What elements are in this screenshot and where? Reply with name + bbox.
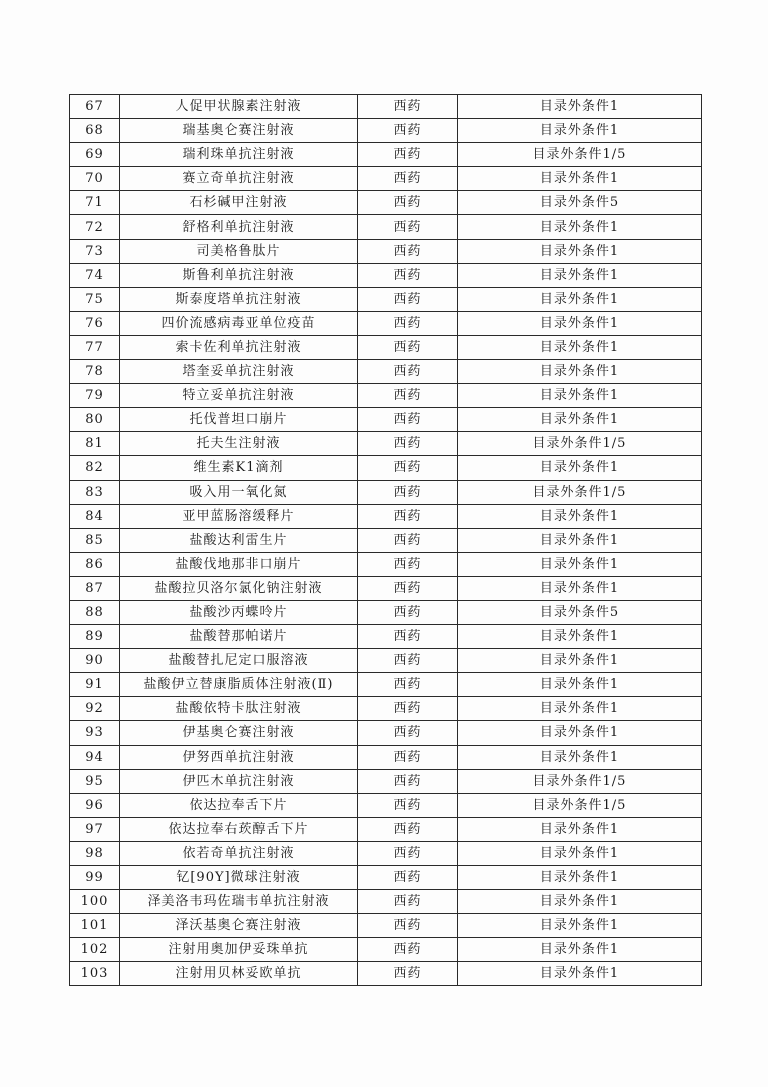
drug-type-cell: 西药 bbox=[358, 432, 458, 456]
table-row bbox=[70, 673, 702, 697]
drug-type-cell: 西药 bbox=[358, 962, 458, 986]
drug-name-cell: 伊基奥仑赛注射液 bbox=[120, 721, 358, 745]
table-row bbox=[70, 95, 702, 119]
condition-cell: 目录外条件1 bbox=[458, 552, 702, 576]
table-row bbox=[70, 914, 702, 938]
condition-cell: 目录外条件1 bbox=[458, 649, 702, 673]
drug-type-cell: 西药 bbox=[358, 167, 458, 191]
row-number-cell: 75 bbox=[70, 287, 120, 311]
drug-name-cell: 盐酸依特卡肽注射液 bbox=[120, 697, 358, 721]
condition-cell: 目录外条件1/5 bbox=[458, 432, 702, 456]
row-number-cell: 74 bbox=[70, 263, 120, 287]
table-row bbox=[70, 504, 702, 528]
table-row bbox=[70, 239, 702, 263]
drug-name-cell: 盐酸替那帕诺片 bbox=[120, 625, 358, 649]
row-number-cell: 96 bbox=[70, 793, 120, 817]
drug-type-cell: 西药 bbox=[358, 239, 458, 263]
drug-type-cell: 西药 bbox=[358, 311, 458, 335]
table-row bbox=[70, 384, 702, 408]
condition-cell: 目录外条件1 bbox=[458, 239, 702, 263]
drug-name-cell: 人促甲状腺素注射液 bbox=[120, 95, 358, 119]
condition-cell: 目录外条件1 bbox=[458, 384, 702, 408]
drug-type-cell: 西药 bbox=[358, 793, 458, 817]
row-number-cell: 103 bbox=[70, 962, 120, 986]
row-number-cell: 68 bbox=[70, 119, 120, 143]
drug-type-cell: 西药 bbox=[358, 215, 458, 239]
condition-cell: 目录外条件1 bbox=[458, 335, 702, 359]
table-row bbox=[70, 215, 702, 239]
table-row bbox=[70, 938, 702, 962]
table-row bbox=[70, 311, 702, 335]
drug-type-cell: 西药 bbox=[358, 552, 458, 576]
drug-name-cell: 瑞基奥仑赛注射液 bbox=[120, 119, 358, 143]
table-row bbox=[70, 432, 702, 456]
table-row bbox=[70, 697, 702, 721]
condition-cell: 目录外条件1 bbox=[458, 625, 702, 649]
drug-name-cell: 盐酸沙丙蝶呤片 bbox=[120, 600, 358, 624]
condition-cell: 目录外条件1 bbox=[458, 215, 702, 239]
drug-name-cell: 依若奇单抗注射液 bbox=[120, 841, 358, 865]
row-number-cell: 85 bbox=[70, 528, 120, 552]
drug-name-cell: 瑞利珠单抗注射液 bbox=[120, 143, 358, 167]
condition-cell: 目录外条件1 bbox=[458, 938, 702, 962]
drug-name-cell: 注射用贝林妥欧单抗 bbox=[120, 962, 358, 986]
row-number-cell: 99 bbox=[70, 866, 120, 890]
condition-cell: 目录外条件1/5 bbox=[458, 143, 702, 167]
row-number-cell: 81 bbox=[70, 432, 120, 456]
drug-name-cell: 泽沃基奥仑赛注射液 bbox=[120, 914, 358, 938]
table-row bbox=[70, 480, 702, 504]
table-row bbox=[70, 119, 702, 143]
condition-cell: 目录外条件1 bbox=[458, 287, 702, 311]
row-number-cell: 86 bbox=[70, 552, 120, 576]
row-number-cell: 98 bbox=[70, 841, 120, 865]
row-number-cell: 83 bbox=[70, 480, 120, 504]
table-row bbox=[70, 143, 702, 167]
condition-cell: 目录外条件1 bbox=[458, 167, 702, 191]
row-number-cell: 69 bbox=[70, 143, 120, 167]
row-number-cell: 88 bbox=[70, 600, 120, 624]
drug-type-cell: 西药 bbox=[358, 649, 458, 673]
drug-name-cell: 盐酸伊立替康脂质体注射液(Ⅱ) bbox=[120, 673, 358, 697]
condition-cell: 目录外条件1 bbox=[458, 841, 702, 865]
table-row bbox=[70, 191, 702, 215]
drug-type-cell: 西药 bbox=[358, 625, 458, 649]
drug-name-cell: 亚甲蓝肠溶缓释片 bbox=[120, 504, 358, 528]
condition-cell: 目录外条件1 bbox=[458, 721, 702, 745]
row-number-cell: 78 bbox=[70, 360, 120, 384]
drug-type-cell: 西药 bbox=[358, 673, 458, 697]
drug-type-cell: 西药 bbox=[358, 600, 458, 624]
drug-type-cell: 西药 bbox=[358, 914, 458, 938]
row-number-cell: 80 bbox=[70, 408, 120, 432]
row-number-cell: 89 bbox=[70, 625, 120, 649]
row-number-cell: 79 bbox=[70, 384, 120, 408]
drug-name-cell: 伊匹木单抗注射液 bbox=[120, 769, 358, 793]
drug-type-cell: 西药 bbox=[358, 384, 458, 408]
condition-cell: 目录外条件1 bbox=[458, 408, 702, 432]
table-row bbox=[70, 866, 702, 890]
drug-name-cell: 钇[90Y]微球注射液 bbox=[120, 866, 358, 890]
table-row bbox=[70, 769, 702, 793]
drug-name-cell: 盐酸达利雷生片 bbox=[120, 528, 358, 552]
drug-name-cell: 盐酸伐地那非口崩片 bbox=[120, 552, 358, 576]
drug-name-cell: 托夫生注射液 bbox=[120, 432, 358, 456]
table-row bbox=[70, 841, 702, 865]
drug-type-cell: 西药 bbox=[358, 841, 458, 865]
condition-cell: 目录外条件1 bbox=[458, 95, 702, 119]
row-number-cell: 90 bbox=[70, 649, 120, 673]
condition-cell: 目录外条件1 bbox=[458, 890, 702, 914]
condition-cell: 目录外条件1 bbox=[458, 866, 702, 890]
drug-type-cell: 西药 bbox=[358, 817, 458, 841]
drug-type-cell: 西药 bbox=[358, 769, 458, 793]
condition-cell: 目录外条件1 bbox=[458, 119, 702, 143]
drug-name-cell: 托伐普坦口崩片 bbox=[120, 408, 358, 432]
drug-type-cell: 西药 bbox=[358, 528, 458, 552]
drug-name-cell: 四价流感病毒亚单位疫苗 bbox=[120, 311, 358, 335]
drug-type-cell: 西药 bbox=[358, 697, 458, 721]
condition-cell: 目录外条件1/5 bbox=[458, 769, 702, 793]
row-number-cell: 93 bbox=[70, 721, 120, 745]
row-number-cell: 67 bbox=[70, 95, 120, 119]
row-number-cell: 72 bbox=[70, 215, 120, 239]
drug-type-cell: 西药 bbox=[358, 576, 458, 600]
drug-name-cell: 注射用奥加伊妥珠单抗 bbox=[120, 938, 358, 962]
table-row bbox=[70, 335, 702, 359]
condition-cell: 目录外条件1 bbox=[458, 360, 702, 384]
drug-name-cell: 塔奎妥单抗注射液 bbox=[120, 360, 358, 384]
drug-name-cell: 司美格鲁肽片 bbox=[120, 239, 358, 263]
drug-name-cell: 盐酸拉贝洛尔氯化钠注射液 bbox=[120, 576, 358, 600]
row-number-cell: 100 bbox=[70, 890, 120, 914]
row-number-cell: 95 bbox=[70, 769, 120, 793]
drug-type-cell: 西药 bbox=[358, 890, 458, 914]
condition-cell: 目录外条件1 bbox=[458, 745, 702, 769]
table-row bbox=[70, 817, 702, 841]
table-body bbox=[70, 95, 702, 986]
drug-type-cell: 西药 bbox=[358, 95, 458, 119]
condition-cell: 目录外条件1 bbox=[458, 697, 702, 721]
condition-cell: 目录外条件1 bbox=[458, 311, 702, 335]
row-number-cell: 87 bbox=[70, 576, 120, 600]
drug-name-cell: 索卡佐利单抗注射液 bbox=[120, 335, 358, 359]
row-number-cell: 84 bbox=[70, 504, 120, 528]
table-row bbox=[70, 721, 702, 745]
condition-cell: 目录外条件1 bbox=[458, 673, 702, 697]
drug-name-cell: 特立妥单抗注射液 bbox=[120, 384, 358, 408]
table-row bbox=[70, 890, 702, 914]
drug-type-cell: 西药 bbox=[358, 287, 458, 311]
drug-name-cell: 伊努西单抗注射液 bbox=[120, 745, 358, 769]
condition-cell: 目录外条件1 bbox=[458, 504, 702, 528]
drug-name-cell: 依达拉奉舌下片 bbox=[120, 793, 358, 817]
table-row bbox=[70, 528, 702, 552]
row-number-cell: 97 bbox=[70, 817, 120, 841]
row-number-cell: 77 bbox=[70, 335, 120, 359]
drug-type-cell: 西药 bbox=[358, 456, 458, 480]
table-row bbox=[70, 649, 702, 673]
drug-name-cell: 吸入用一氧化氮 bbox=[120, 480, 358, 504]
table-row bbox=[70, 576, 702, 600]
table-row bbox=[70, 793, 702, 817]
condition-cell: 目录外条件1 bbox=[458, 263, 702, 287]
drug-type-cell: 西药 bbox=[358, 143, 458, 167]
row-number-cell: 102 bbox=[70, 938, 120, 962]
drug-type-cell: 西药 bbox=[358, 360, 458, 384]
row-number-cell: 73 bbox=[70, 239, 120, 263]
drug-type-cell: 西药 bbox=[358, 191, 458, 215]
drug-type-cell: 西药 bbox=[358, 938, 458, 962]
drug-name-cell: 斯泰度塔单抗注射液 bbox=[120, 287, 358, 311]
drug-name-cell: 赛立奇单抗注射液 bbox=[120, 167, 358, 191]
row-number-cell: 76 bbox=[70, 311, 120, 335]
table-row bbox=[70, 625, 702, 649]
row-number-cell: 91 bbox=[70, 673, 120, 697]
condition-cell: 目录外条件5 bbox=[458, 600, 702, 624]
drug-name-cell: 依达拉奉右莰醇舌下片 bbox=[120, 817, 358, 841]
row-number-cell: 92 bbox=[70, 697, 120, 721]
condition-cell: 目录外条件1 bbox=[458, 914, 702, 938]
drug-name-cell: 维生素K1滴剂 bbox=[120, 456, 358, 480]
table-row bbox=[70, 263, 702, 287]
table-row bbox=[70, 600, 702, 624]
table-row bbox=[70, 552, 702, 576]
condition-cell: 目录外条件5 bbox=[458, 191, 702, 215]
drug-type-cell: 西药 bbox=[358, 335, 458, 359]
table-row bbox=[70, 360, 702, 384]
condition-cell: 目录外条件1 bbox=[458, 817, 702, 841]
drug-type-cell: 西药 bbox=[358, 504, 458, 528]
drug-type-cell: 西药 bbox=[358, 119, 458, 143]
drug-type-cell: 西药 bbox=[358, 721, 458, 745]
drug-name-cell: 斯鲁利单抗注射液 bbox=[120, 263, 358, 287]
condition-cell: 目录外条件1/5 bbox=[458, 480, 702, 504]
drug-list-table bbox=[69, 94, 702, 986]
table-row bbox=[70, 745, 702, 769]
drug-name-cell: 泽美洛韦玛佐瑞韦单抗注射液 bbox=[120, 890, 358, 914]
row-number-cell: 70 bbox=[70, 167, 120, 191]
drug-type-cell: 西药 bbox=[358, 263, 458, 287]
condition-cell: 目录外条件1 bbox=[458, 962, 702, 986]
condition-cell: 目录外条件1/5 bbox=[458, 793, 702, 817]
drug-type-cell: 西药 bbox=[358, 866, 458, 890]
table-row bbox=[70, 456, 702, 480]
drug-type-cell: 西药 bbox=[358, 408, 458, 432]
table-row bbox=[70, 408, 702, 432]
table-row bbox=[70, 167, 702, 191]
row-number-cell: 94 bbox=[70, 745, 120, 769]
row-number-cell: 82 bbox=[70, 456, 120, 480]
drug-name-cell: 石杉碱甲注射液 bbox=[120, 191, 358, 215]
table-row bbox=[70, 287, 702, 311]
condition-cell: 目录外条件1 bbox=[458, 456, 702, 480]
condition-cell: 目录外条件1 bbox=[458, 576, 702, 600]
table-row bbox=[70, 962, 702, 986]
drug-type-cell: 西药 bbox=[358, 480, 458, 504]
row-number-cell: 101 bbox=[70, 914, 120, 938]
row-number-cell: 71 bbox=[70, 191, 120, 215]
condition-cell: 目录外条件1 bbox=[458, 528, 702, 552]
drug-type-cell: 西药 bbox=[358, 745, 458, 769]
drug-name-cell: 舒格利单抗注射液 bbox=[120, 215, 358, 239]
drug-name-cell: 盐酸替扎尼定口服溶液 bbox=[120, 649, 358, 673]
